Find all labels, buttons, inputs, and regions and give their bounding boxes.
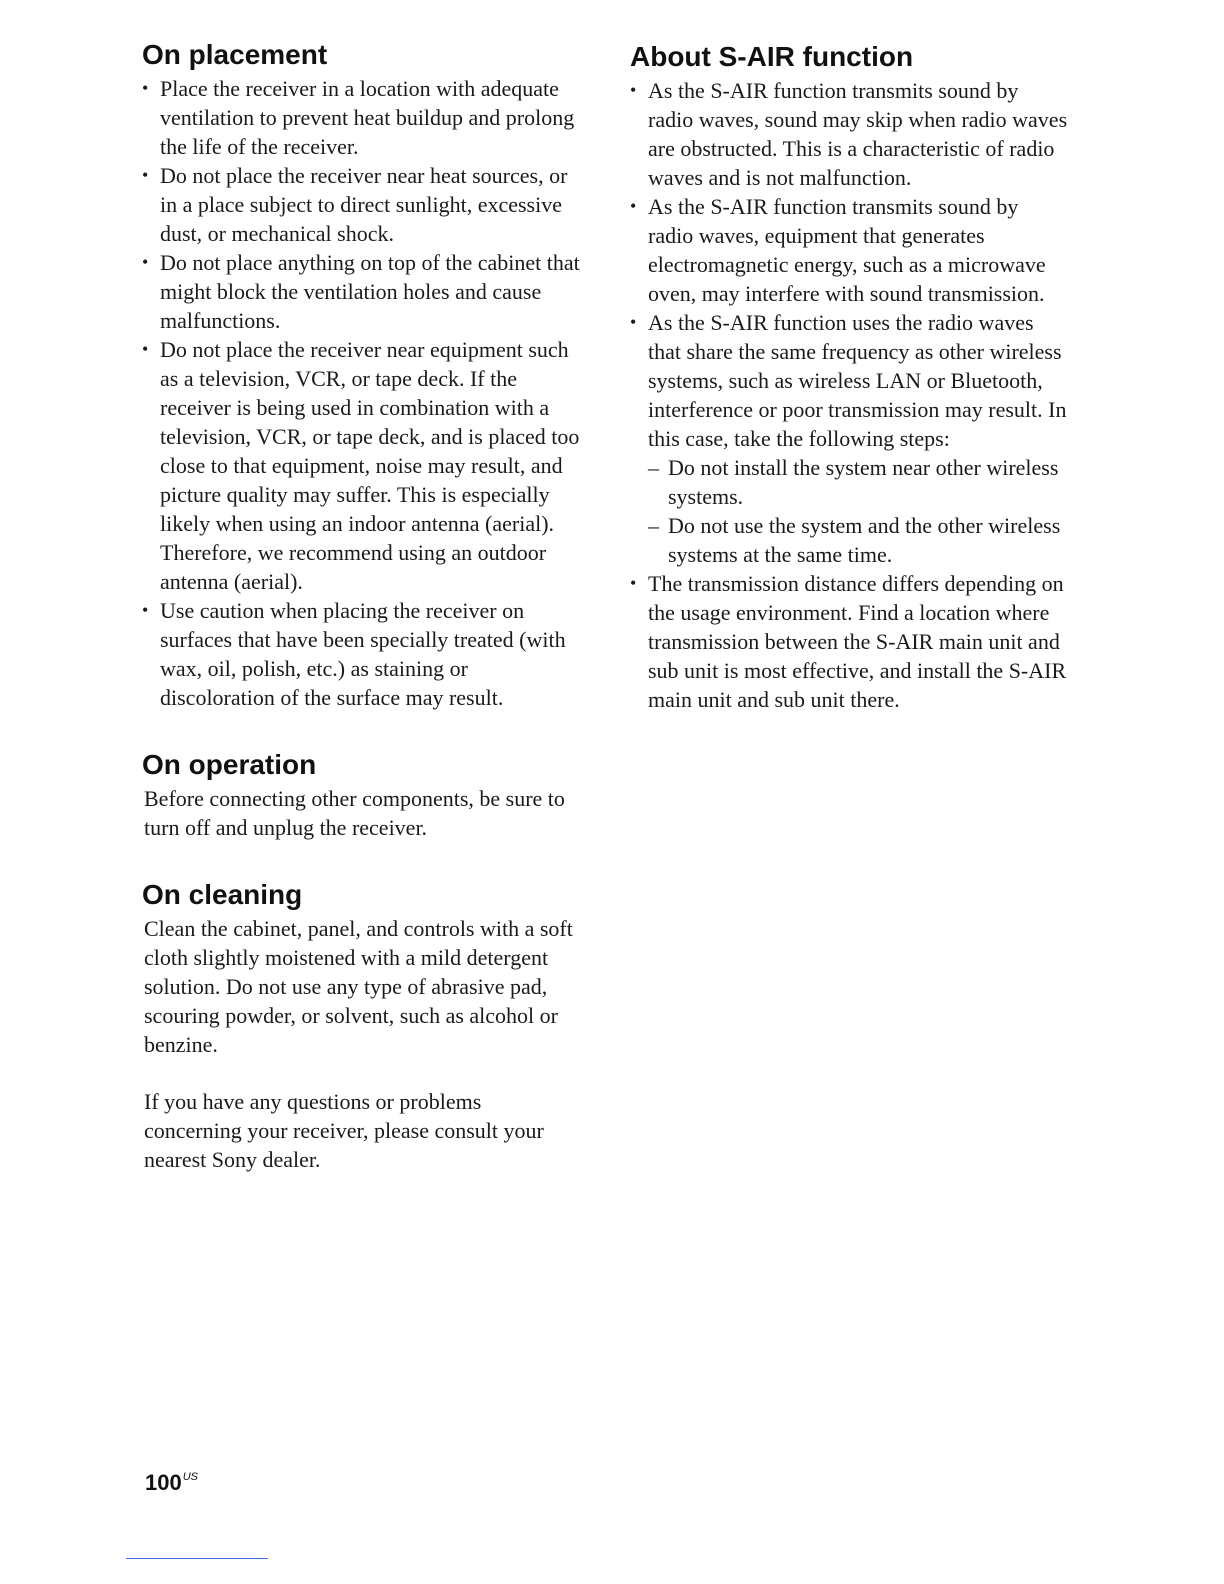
spacer [140,1059,580,1087]
heading-on-cleaning: On cleaning [142,879,303,910]
sair-item-2: • As the S-AIR function transmits sound by radio waves, equipment that generates electromagnetic energy, such as a microwave oven, may interfere with sound transmission. [628,192,1068,308]
sair-item-1: • As the S-AIR function transmits sound by radio waves, sound may skip when radio waves are obstructed. This is a characteristic of radio waves and is not malfunction. [628,76,1068,192]
spacer [140,712,580,748]
section-on-cleaning [140,878,580,1059]
heading-on-operation: On operation [142,749,317,780]
closing-note: If you have any questions or problems concerning your receiver, please consult your nearest Sony dealer. [144,1089,544,1172]
sair-item-4: • The transmission distance differs depending on the usage environment. Find a location where transmission between the S-AIR main unit and sub unit is most effective, and install the S-AIR main unit and sub unit there. [628,569,1068,714]
sair-step-2: – Do not use the system and the other wireless systems at the same time. [648,511,1068,569]
spacer [140,842,580,878]
sair-steps [648,453,1068,569]
placement-item-2: • Do not place the receiver near heat sources, or in a place subject to direct sunlight, excessive dust, or mechanical shock. [140,161,580,248]
placement-item-4: • Do not place the receiver near equipment such as a television, VCR, or tape deck. If the receiver is being used in combination with a television, VCR, or tape deck, and is placed too close to that equipment, noise may result, and picture quality may suffer. This is especially likely when using an indoor antenna (aerial). Therefore, we recommend using an outdoor antenna (aerial). [140,335,580,596]
operation-text: Before connecting other components, be sure to turn off and unplug the receiver. [144,786,565,840]
section-on-operation [140,748,580,842]
placement-list [140,74,580,712]
sair-item-3-text: As the S-AIR function uses the radio waves that share the same frequency as other wireless systems, such as wireless LAN or Bluetooth, interference or poor transmission may result. In this case, take the following steps: [648,310,1067,451]
placement-item-1: • Place the receiver in a location with adequate ventilation to prevent heat buildup and prolong the life of the receiver. [140,74,580,161]
page-number [145,1470,198,1496]
page-number-suffix: US [182,1471,198,1483]
heading-about-sair: About S-AIR function [630,41,914,72]
sair-step-1: – Do not install the system near other wireless systems. [648,453,1068,511]
cleaning-text: Clean the cabinet, panel, and controls with a soft cloth slightly moistened with a mild detergent solution. Do not use any type of abrasive pad, scouring powder, or solvent, such as alcohol or benzine. [144,916,573,1057]
heading-on-placement: On placement [142,39,328,70]
page-number-value: 100 [145,1470,182,1495]
right-column [628,40,1068,714]
sair-item-3 [628,308,1068,569]
placement-item-5: • Use caution when placing the receiver on surfaces that have been specially treated (with wax, oil, polish, etc.) as staining or discoloration of the surface may result. [140,596,580,712]
left-column [140,38,580,1174]
placement-item-3: • Do not place anything on top of the cabinet that might block the ventilation holes and cause malfunctions. [140,248,580,335]
section-on-placement [140,38,580,712]
sair-list [628,76,1068,714]
bottom-rule [126,1558,268,1559]
section-about-sair [628,40,1068,714]
